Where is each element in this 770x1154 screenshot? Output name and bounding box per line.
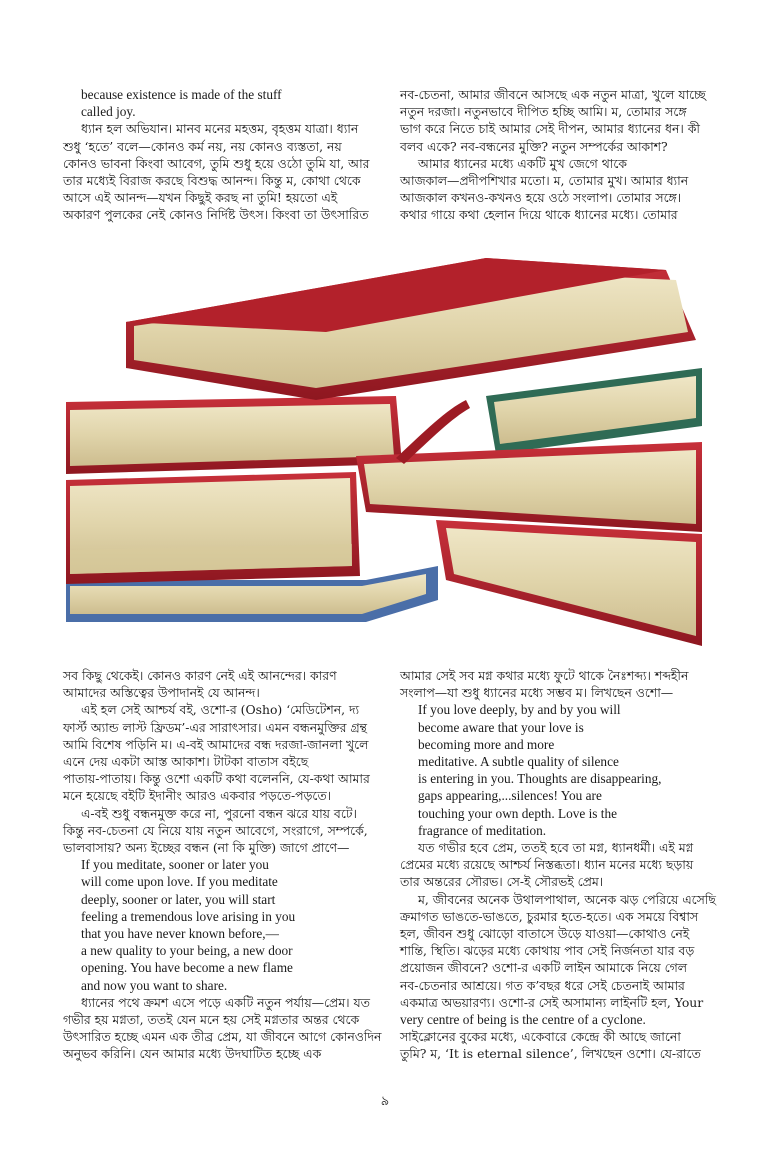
text-line: নব-চেতনা, আমার জীবনে আসছে এক নতুন মাত্রা, খুলে যাচ্ছে <box>400 87 706 102</box>
text-line: আজকাল কখনও-কখনও হয়ে ওঠে সংলাপ। তোমার সঙ্গে। <box>400 190 682 206</box>
text-line: একমাত্র অভয়ারণ্য। ওশো-র সেই অসামান্য লাইনটি হল, Your <box>400 994 704 1010</box>
article-column-top-left <box>63 86 373 224</box>
text-line: আমাদের অস্তিত্বের উপাদানই যে আনন্দ। <box>63 685 260 701</box>
text-line: will come upon love. If you meditate <box>81 874 278 890</box>
red-book-top <box>126 258 696 400</box>
text-line: and now you want to share. <box>81 977 228 993</box>
text-line: সাইক্লোনের বুকের মধ্যে, একেবারে কেন্দ্রে কী আছে জানো <box>400 1029 681 1045</box>
text-line: আমার ধ্যানের মধ্যে একটি মুখ জেগে থাকে <box>418 155 627 171</box>
text-line: তার মধ্যেই বিরাজ করছে বিশুদ্ধ আনন্দ। কিন্তু ম, কোথা থেকে <box>63 173 361 189</box>
text-line: সংলাপ—যা শুধু ধ্যানের মধ্যে সম্ভব ম। লিখছেন ওশো— <box>400 685 674 701</box>
text-line: নব-চেতনার আশ্রয়ে। গত ক’বছর ধরে সেই চেতনাই আমার <box>400 977 685 993</box>
green-book <box>486 368 702 454</box>
text-line: touching your own depth. Love is the <box>418 805 618 821</box>
text-line: যত গভীর হবে প্রেম, ততই হবে তা মগ্ন, ধ্যানধর্মী। এই মগ্ন <box>418 840 694 856</box>
page-number: ৯ <box>380 1094 390 1109</box>
text-line: আজকাল—প্রদীপশিখার মতো। ম, তোমার মুখ। আমার ধ্যান <box>400 173 689 189</box>
text-line: ম, জীবনের অনেক উথালপাথাল, অনেক ঝড় পেরিয়ে এসেছি <box>418 891 716 907</box>
text-line: very centre of being is the centre of a cyclone. <box>400 1012 646 1028</box>
text-line: শুধু ‘হতে’ বলে—কোনও কর্ম নয়, নয় কোনও ব্যস্ততা, নয় <box>63 138 342 154</box>
text-line: শান্তি, স্থিতি। ঝড়ের মধ্যে কোথায় পাব সেই নির্জনতা যার বড় <box>400 943 695 959</box>
text-line: সব কিছু থেকেই। কোনও কারণ নেই এই আনন্দের। কারণ <box>63 668 337 683</box>
text-line: কোনও ভাবনা কিংবা আবেগ, তুমি শুধু হয়ে ওঠো তুমি যা, আর <box>63 155 370 171</box>
text-line: কথার গায়ে কথা হেলান দিয়ে থাকে ধ্যানের মধ্যে। তোমার <box>400 207 678 223</box>
text-line: become aware that your love is <box>418 719 584 735</box>
text-line: is entering in you. Thoughts are disappearing, <box>418 771 662 787</box>
text-line: গভীর হয় মগ্নতা, ততই যেন মনে হয় সেই মগ্নতার অন্তর থেকে <box>63 1012 360 1028</box>
text-line: প্রয়োজন জীবনে? ওশো-র একটি লাইন আমাকে নিয়ে গেল <box>400 960 687 976</box>
red-book-left-upper <box>66 396 402 474</box>
text-line: opening. You have become a new flame <box>81 960 293 976</box>
text-line: that you have never known before,— <box>81 926 279 942</box>
text-line: If you meditate, sooner or later you <box>81 857 269 873</box>
article-column-bottom-left <box>63 667 382 1063</box>
text-line: gaps appearing,...silences! You are <box>418 788 602 804</box>
text-line: তুমি? ম, ‘It is eternal silence’, লিখছেন ওশো। যে-রাতে <box>400 1046 701 1062</box>
text-line: অকারণ পুলকের নেই কোনও নির্দিষ্ট উৎস। কিংবা তা উৎসারিত <box>63 207 369 223</box>
text-line: এ-বই শুধু বন্ধনমুক্ত করে না, পুরনো বন্ধন ঝরে যায় বটে। <box>81 805 357 821</box>
text-line: called joy. <box>81 104 136 120</box>
text-line: নতুন দরজা। নতুনভাবে দীপিত হচ্ছি আমি। ম, তোমার সঙ্গে <box>400 104 687 120</box>
text-line: প্রেমের মধ্যে রয়েছে আশ্চর্য নিস্তব্ধতা। ধ্যান মনের মধ্যে ছড়ায় <box>400 857 694 873</box>
text-line: এই হল সেই আশ্চর্য বই, ওশো-র (Osho) ‘মেডিটেশন, দ্য <box>81 702 360 718</box>
text-line: আমার সেই সব মগ্ন কথার মধ্যে ফুটে থাকে নৈঃশব্দ্য। শব্দহীন <box>400 668 689 683</box>
text-line: deeply, sooner or later, you will start <box>81 891 276 907</box>
text-line: অনুভব করিনি। যেন আমার মধ্যে উদঘাটিত হচ্ছে এক <box>63 1046 322 1062</box>
text-line: feeling a tremendous love arising in you <box>81 908 296 924</box>
article-column-bottom-right <box>400 667 716 1063</box>
text-line: ক্রমাগত ভাঙতে-ভাঙতে, চুরমার হতে-হতে। এক সময়ে বিশ্বাস <box>400 908 699 924</box>
red-book-left-lower <box>66 472 360 584</box>
text-line: আসে এই আনন্দ—যখন কিছুই করছ না তুমি! হয়তো এই <box>63 190 338 206</box>
text-line: meditative. A subtle quality of silence <box>418 754 619 770</box>
article-column-top-right <box>400 86 710 224</box>
text-line: মনে হয়েছে বইটি ইদানীং আরও একবার পড়তে-পড়তে। <box>63 788 332 804</box>
text-line: because existence is made of the stuff <box>81 87 282 102</box>
stack-of-old-books-icon <box>66 250 702 646</box>
text-line: If you love deeply, by and by you will <box>418 702 621 718</box>
text-line: কিন্তু নব-চেতনা যে নিয়ে যায় নতুন আবেগে, সংরাগে, সম্পর্কে, <box>63 822 368 838</box>
text-line: বলব একে? নব-বন্ধনের মুক্তি? নতুন সম্পর্কের আকাশ? <box>400 138 668 154</box>
text-line: হল, জীবন শুধু ঝোড়ো বাতাসে উড়ে যাওয়া—কোথাও নেই <box>400 926 690 942</box>
text-line: ভালবাসায়? অন্য ইচ্ছের বন্ধন (না কি মুক্তি) জাগে প্রাণে— <box>63 840 350 856</box>
text-line: a new quality to your being, a new door <box>81 943 293 959</box>
text-line: fragrance of meditation. <box>418 822 547 838</box>
text-line: আমি বিশেষ পড়িনি ম। এ-বই আমাদের বন্ধ দরজা-জানলা খুলে <box>63 736 369 752</box>
text-line: becoming more and more <box>418 736 555 752</box>
red-book-right-bottom <box>436 520 702 646</box>
text-line: তার অন্তরের সৌরভ। সে-ই সৌরভই প্রেম। <box>400 874 604 890</box>
text-line: ভাগ করে নিতে চাই আমার সেই দীপন, আমার ধ্যানের ধন। কী <box>400 121 700 137</box>
text-line: ধ্যানের পথে ক্রমশ এসে পড়ে একটি নতুন পর্যায়—প্রেম। যত <box>81 994 370 1010</box>
text-line: ফার্স্ট অ্যান্ড লাস্ট ফ্রিডম’-এর সারাৎসার। এমন বন্ধনমুক্তির গ্রন্থ <box>63 719 367 735</box>
text-line: উৎসারিত হচ্ছে এমন এক তীব্র প্রেম, যা জীবনে আগে কোনওদিন <box>63 1029 382 1045</box>
text-line: ধ্যান হল অভিযান। মানব মনের মহত্তম, বৃহত্তম যাত্রা। ধ্যান <box>81 121 359 137</box>
text-line: এনে দেয় একটা আস্ত আকাশ। টাটকা বাতাস বইছে <box>63 754 309 770</box>
text-line: পাতায়-পাতায়। কিন্তু ওশো একটি কথা বলেননি, যে-কথা আমার <box>63 771 370 787</box>
